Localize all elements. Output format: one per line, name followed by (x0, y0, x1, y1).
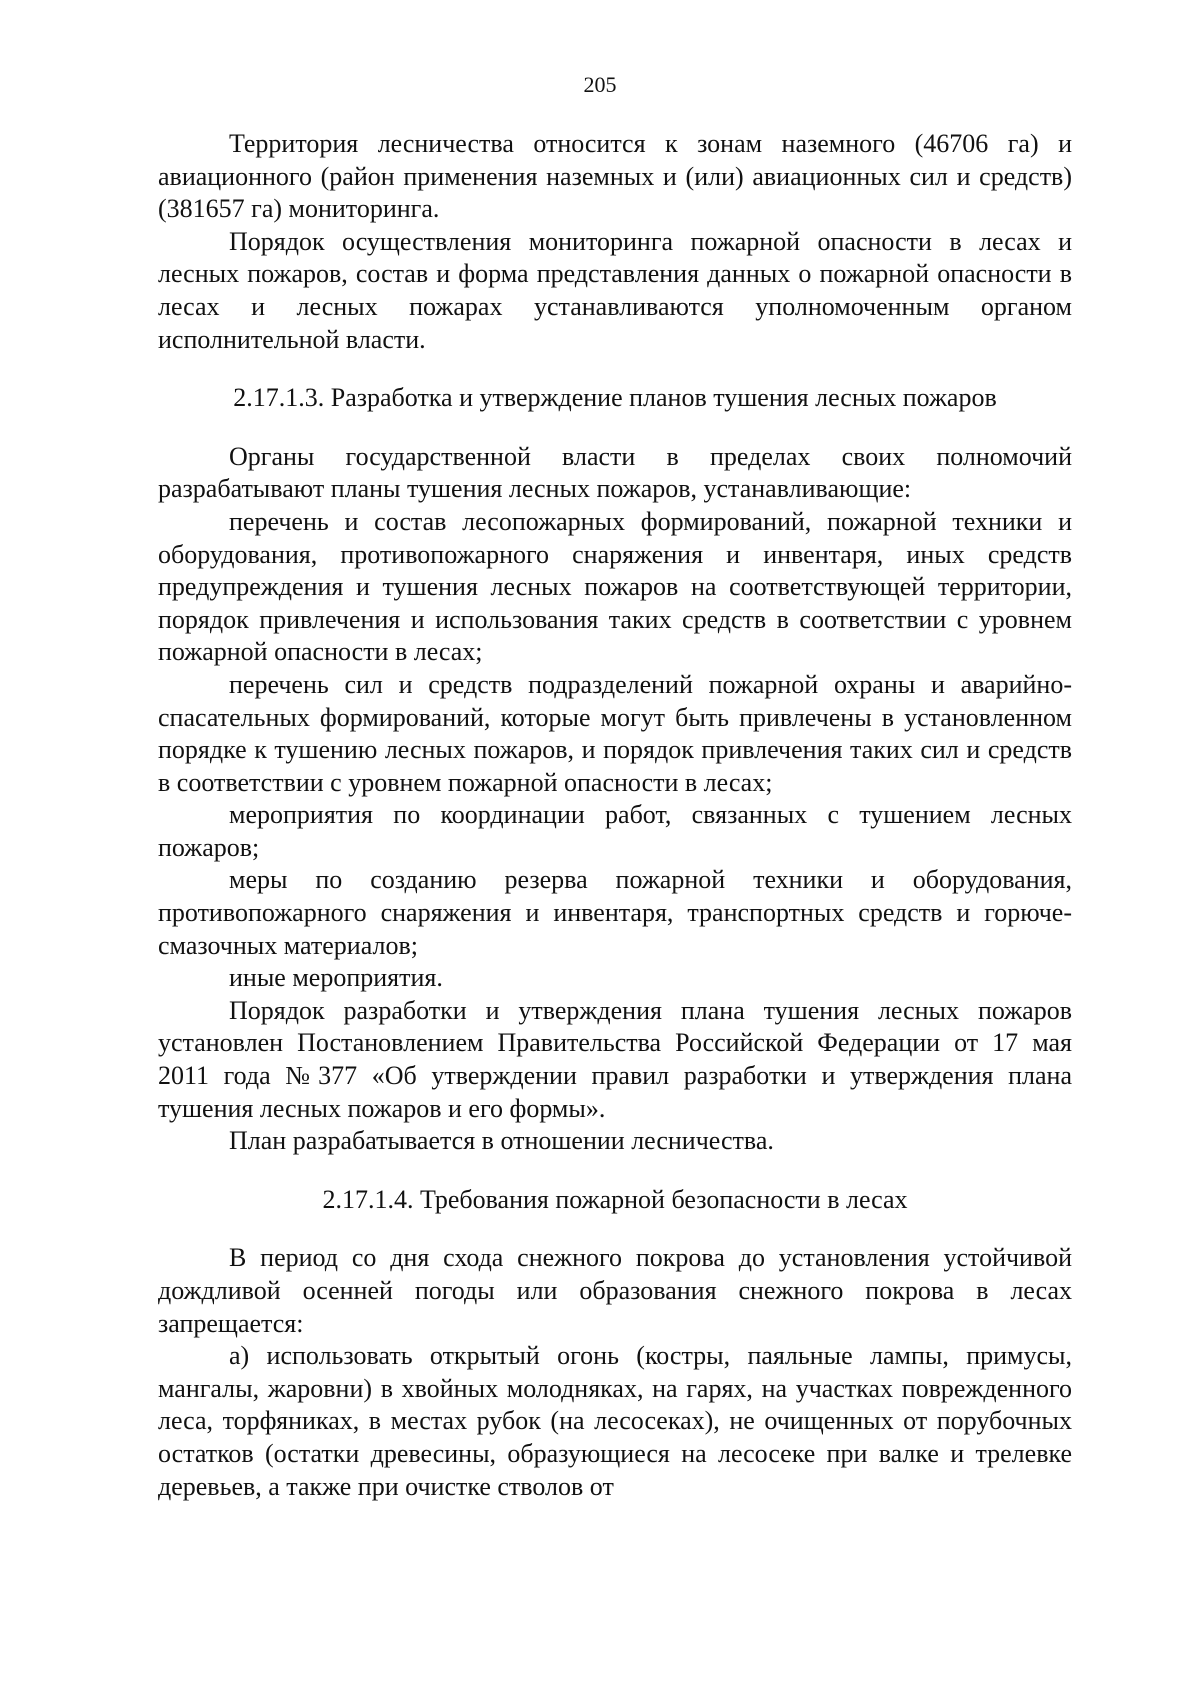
section-heading: 2.17.1.4. Требования пожарной безопасности в лесах (322, 1184, 908, 1214)
paragraph: Порядок разработки и утверждения плана тушения лесных пожаров установлен Постановлением Правительства Российской Федерации от 17 мая 2011 года №377 «Об утверждении правил разработки и утверждения плана тушения лесных пожаров и его формы». (158, 995, 1072, 1123)
page-number: 205 (583, 72, 617, 97)
list-item: а) использовать открытый огонь (костры, паяльные лампы, примусы, мангалы, жаровни) в хвойных молодняках, на гарях, на участках поврежденного леса, торфяниках, в местах рубок (на лесосеках), не очищенных от порубочных остатков (остатки древесины, образующиеся на лесосеке при валке и трелевке деревьев, а также при очистке стволов от (158, 1341, 1072, 1501)
list-item: иные мероприятия. (229, 963, 443, 993)
list-item: мероприятия по координации работ, связанных с тушением лесных пожаров; (158, 800, 1072, 862)
paragraph: Органы государственной власти в пределах своих полномочий разрабатывают планы тушения лесных пожаров, устанавливающие: (158, 441, 1072, 504)
paragraph: Территория лесничества относится к зонам наземного (46706 га) и авиационного (район применения наземных и (или) авиационных сил и средств) (381657 га) мониторинга. (158, 129, 1072, 224)
paragraph: Порядок осуществления мониторинга пожарной опасности в лесах и лесных пожаров, состав и форма представления данных о пожарной опасности в лесах и лесных пожарах устанавливаются уполномоченным органом исполнительной власти. (158, 226, 1072, 354)
paragraph: План разрабатывается в отношении лесничества. (229, 1126, 774, 1156)
section-heading: 2.17.1.3. Разработка и утверждение планов тушения лесных пожаров (233, 383, 997, 413)
paragraph: В период со дня схода снежного покрова до установления устойчивой дождливой осенней погоды или образования снежного покрова в лесах запрещается: (158, 1243, 1072, 1338)
list-item: перечень и состав лесопожарных формирований, пожарной техники и оборудования, противопожарного снаряжения и инвентаря, иных средств предупреждения и тушения лесных пожаров на соответствующей территории, порядок привлечения и использования таких средств в соответствии с уровнем пожарной опасности в лесах; (158, 506, 1072, 667)
document-body (158, 128, 1072, 1503)
list-item: перечень сил и средств подразделений пожарной охраны и аварийно-спасательных формирований, которые могут быть привлечены в установленном порядке к тушению лесных пожаров, и порядок привлечения таких сил и средств в соответствии с уровнем пожарной опасности в лесах; (158, 669, 1072, 797)
list-item: меры по созданию резерва пожарной техники и оборудования, противопожарного снаряжения и инвентаря, транспортных средств и горюче-смазочных материалов; (158, 865, 1072, 960)
